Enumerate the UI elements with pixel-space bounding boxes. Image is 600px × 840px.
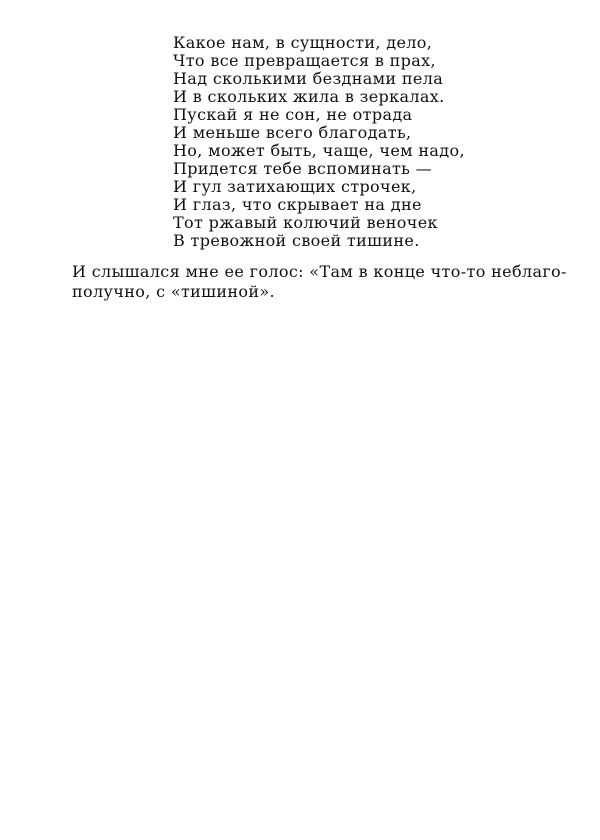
poem-line: И глаз, что скрывает на дне bbox=[173, 195, 422, 214]
poem-line: Тот ржавый колючий веночек bbox=[173, 213, 438, 232]
poem-line: Над сколькими безднами пела bbox=[173, 69, 444, 88]
poem-line: Придется тебе вспоминать — bbox=[173, 159, 433, 178]
poem-line: И гул затихающих строчек, bbox=[173, 177, 417, 196]
poem-line: Что все превращается в прах, bbox=[173, 51, 436, 70]
poem-line: Но, может быть, чаще, чем надо, bbox=[173, 141, 465, 160]
prose-line: получно, с «тишиной». bbox=[72, 282, 275, 301]
poem-line: Пускай я не сон, не отрада bbox=[173, 105, 413, 124]
poem-line: Какое нам, в сущности, дело, bbox=[173, 33, 433, 52]
prose-line: И слышался мне ее голос: «Там в конце что-то неблаго- bbox=[72, 262, 567, 281]
poem-stanza bbox=[173, 34, 465, 250]
poem-line: В тревожной своей тишине. bbox=[173, 231, 420, 250]
prose-paragraph bbox=[0, 262, 600, 302]
poem-line: И в скольких жила в зеркалах. bbox=[173, 87, 445, 106]
poem-line: И меньше всего благодать, bbox=[173, 123, 412, 142]
